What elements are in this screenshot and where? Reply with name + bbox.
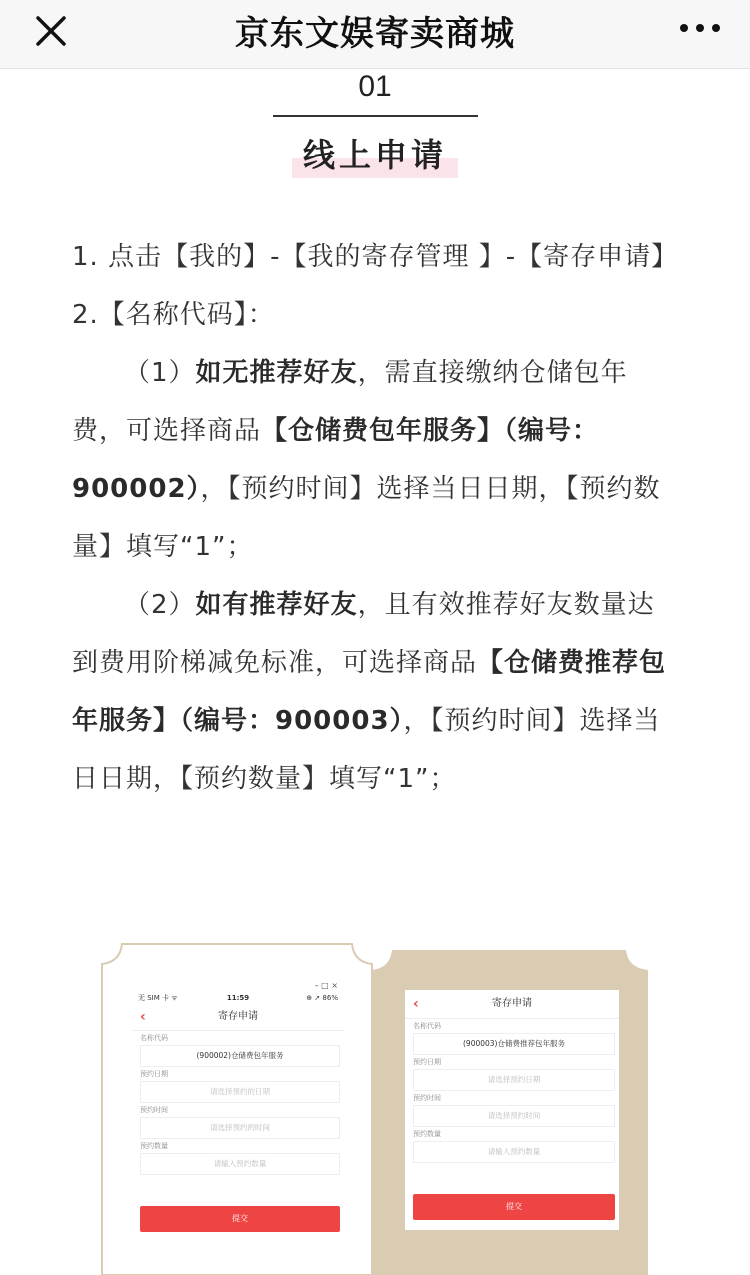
case-1-product: 【仓储费包年服务】（编号：900002）: [72, 416, 600, 504]
time-field[interactable]: 请选择预约的时间: [140, 1117, 340, 1139]
field-label: 名称代码: [140, 1034, 168, 1042]
case-2-tail: ，【预约时间】选择当日日期，【预约数量】填写“1”；: [72, 706, 661, 794]
field-label: 名称代码: [413, 1022, 441, 1030]
page-title: 京东文娱寄卖商城: [235, 14, 515, 54]
step-2-case-1: [72, 344, 680, 576]
date-field[interactable]: 请选择预约的日期: [140, 1081, 340, 1103]
instructions: [72, 228, 680, 808]
app-header: [132, 1004, 344, 1031]
screenshot-left: [132, 980, 344, 1242]
submit-button[interactable]: 提交: [413, 1194, 615, 1220]
case-1-prefix: （1）: [124, 358, 196, 388]
carrier-status: 无 SIM 卡 ᯤ: [138, 994, 178, 1002]
section-divider: [273, 115, 478, 117]
field-label: 预约时间: [140, 1106, 168, 1114]
field-label: 预约时间: [413, 1094, 441, 1102]
screenshot-right: [405, 990, 619, 1230]
battery-status: ⊕ ➚ 86%: [306, 994, 338, 1002]
case-2-condition: 如有推荐好友: [195, 590, 358, 620]
step-2-label: 2.【名称代码】：: [72, 300, 275, 330]
quantity-field[interactable]: 请输入预约数量: [413, 1141, 615, 1163]
quantity-field[interactable]: 请输入预约数量: [140, 1153, 340, 1175]
field-label: 预约日期: [140, 1070, 168, 1078]
top-navigation-bar: [0, 0, 750, 69]
step-2-case-2: [72, 576, 680, 808]
step-1: 1. 点击【我的】-【我的寄存管理 】-【寄存申请】: [72, 242, 679, 272]
field-label: 预约日期: [413, 1058, 441, 1066]
more-horizontal-icon[interactable]: [676, 14, 724, 50]
case-1-text: ，需直接缴纳仓储包年费，可选择商品: [72, 358, 628, 446]
case-2-text: ，且有效推荐好友数量达到费用阶梯减免标准，可选择商品: [72, 590, 655, 678]
field-label: 预约数量: [413, 1130, 441, 1138]
back-chevron-icon[interactable]: ‹: [140, 1009, 146, 1025]
case-2-product: 【仓储费推荐包年服务】（编号：900003）: [72, 648, 667, 736]
date-field[interactable]: 请选择预约日期: [413, 1069, 615, 1091]
app-header: [405, 990, 619, 1019]
status-bar: [132, 992, 344, 1004]
case-2-prefix: （2）: [124, 590, 196, 620]
app-title: 寄存申请: [218, 1011, 258, 1022]
field-label: 预约数量: [140, 1142, 168, 1150]
section-title: 线上申请: [302, 136, 447, 174]
status-time: 11:59: [226, 994, 250, 1002]
case-1-condition: 如无推荐好友: [195, 358, 358, 388]
time-field[interactable]: 请选择预约时间: [413, 1105, 615, 1127]
submit-button[interactable]: 提交: [140, 1206, 340, 1232]
app-title: 寄存申请: [492, 998, 532, 1009]
example-screenshots: [100, 942, 650, 1275]
window-controls: – □ ×: [314, 981, 338, 990]
back-chevron-icon[interactable]: ‹: [413, 996, 419, 1012]
name-code-field[interactable]: (900002)仓储费包年服务: [140, 1045, 340, 1067]
name-code-field[interactable]: (900003)仓储费推荐包年服务: [413, 1033, 615, 1055]
section-number: 01: [358, 70, 392, 103]
case-1-tail: ，【预约时间】选择当日日期，【预约数量】填写“1”；: [72, 474, 661, 562]
